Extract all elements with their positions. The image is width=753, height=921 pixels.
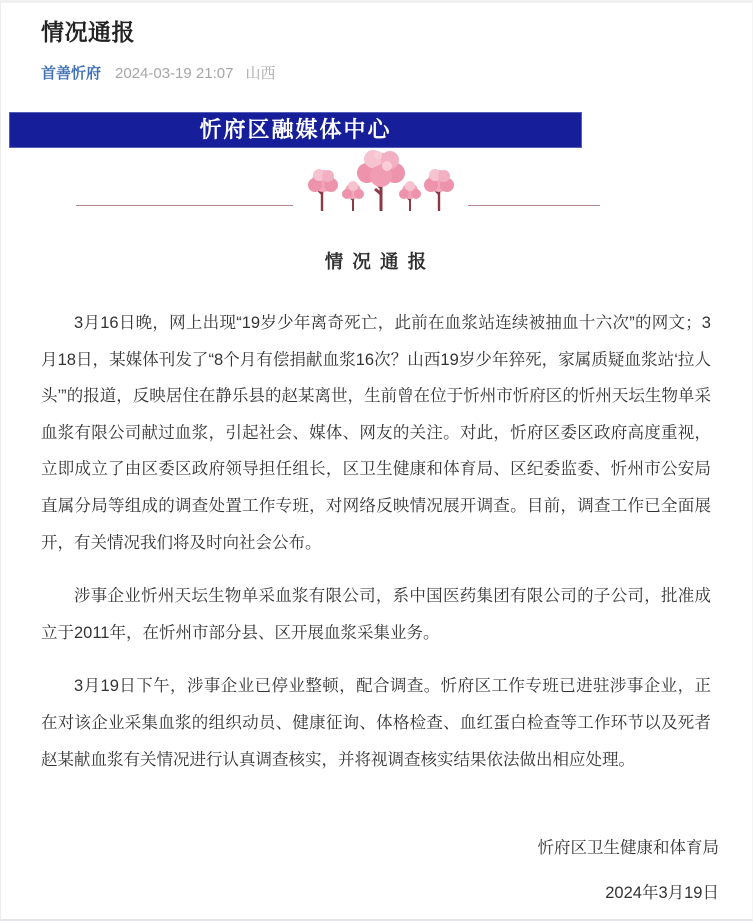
- page-title: 情况通报: [41, 19, 135, 45]
- tree-small-left: [342, 181, 364, 211]
- tree-medium-left: [308, 169, 338, 211]
- article-body: [41, 305, 711, 778]
- decorative-header: [1, 148, 752, 220]
- tree-large-center: [357, 150, 405, 211]
- paragraph-2: 涉事企业忻州天坛生物单采血浆有限公司，系中国医药集团有限公司的子公司，批准成立于2011年，在忻州市部分县、区开展血浆采集业务。: [41, 587, 711, 642]
- tree-small-right: [399, 181, 421, 211]
- publish-location: 山西: [245, 65, 276, 82]
- signature-org: 忻府区卫生健康和体育局: [537, 839, 719, 858]
- publish-datetime: 2024-03-19 21:07: [115, 65, 234, 82]
- document-heading: 情 况 通 报: [324, 251, 429, 272]
- media-center-banner: 忻府区融媒体中心: [9, 112, 582, 148]
- cherry-blossom-trees-icon: [293, 148, 468, 214]
- tree-medium-right: [424, 169, 454, 211]
- signature-block: [1, 826, 719, 916]
- source-account-link[interactable]: 首善忻府: [41, 65, 102, 82]
- paragraph-3: 3月19日下午，涉事企业已停业整顿，配合调查。忻府区工作专班已进驻涉事企业，正在对该企业采集血浆的组织动员、健康征询、体格检查、血红蛋白检查等工作环节以及死者赵某献血浆有关情况进行认真调查核实，并将视调查核实结果依法做出相应处理。: [41, 677, 711, 769]
- signature-date: 2024年3月19日: [605, 884, 719, 903]
- article-meta: [41, 62, 712, 83]
- paragraph-1: 3月16日晚，网上出现“19岁少年离奇死亡，此前在血浆站连续被抽血十六次”的网文；3月18日，某媒体刊发了“8个月有偿捐献血浆16次？山西19岁少年猝死，家属质疑血浆站‘拉人头’”的报道，反映居住在静乐县的赵某离世，生前曾在位于忻州市忻府区的忻州天坛生物单采血浆有限公司献过血浆，引起社会、媒体、网友的关注。对此，忻府区委区政府高度重视，立即成立了由区委区政府领导担任组长，区卫生健康和体育局、区纪委监委、忻州市公安局直属分局等组成的调查处置工作专班，对网络反映情况展开调查。目前，调查工作已全面展开，有关情况我们将及时向社会公布。: [41, 314, 711, 552]
